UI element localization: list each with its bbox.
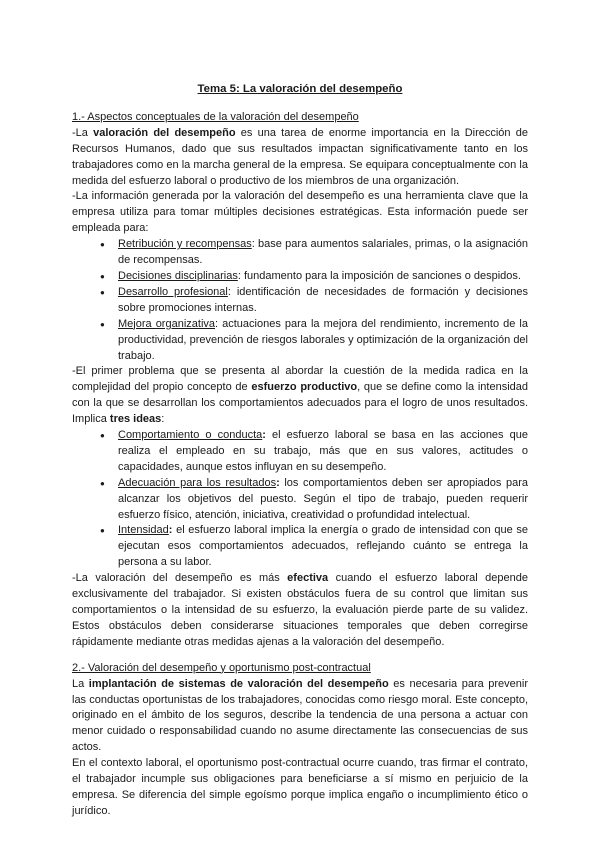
section-1-heading: 1.- Aspectos conceptuales de la valoración del desempeño — [72, 110, 359, 123]
list-item-term: Mejora organizativa — [118, 317, 216, 330]
list-item — [118, 317, 528, 365]
section-2-paragraph-2: En el contexto laboral, el oportunismo post-contractual ocurre cuando, tras firmar el contrato, el trabajador incumple sus obligaciones para beneficiarse a sí mismo en perjuicio de la empresa. Se diferencia del simple egoísmo porque implica engaño o incumplimiento ético o jurídico. — [72, 757, 528, 817]
text-run: : — [161, 413, 165, 426]
list-item-colon: : — [168, 524, 173, 537]
bold-term: valoración del desempeño — [93, 126, 236, 139]
list-item-colon: : — [276, 476, 280, 489]
list-item — [118, 237, 528, 269]
list-item-text: : fundamento para la imposición de sanciones o despidos. — [237, 269, 521, 282]
list-item-term: Adecuación para los resultados — [118, 476, 277, 489]
list-item-text: los comportamientos deben ser apropiados para alcanzar los objetivos del puesto. Según el tipo de trabajo, pueden requerir esfuerzo físico, atención, iniciativa, creatividad o profundidad intelectual. — [118, 476, 529, 521]
text-run: es una tarea de enorme importancia en la Dirección de Recursos Humanos, dado que sus resultados impactan significativamente tanto en los trabajadores como en la marcha general de la empresa. Se equipara conceptualmente con la medida del esfuerzo laboral o productivo de los miembros de una organización. — [72, 126, 528, 187]
section-2-paragraph-1 — [72, 677, 528, 757]
list-item — [118, 428, 528, 476]
list-item-text: el esfuerzo laboral implica la energía o grado de intensidad con que se ejecutan esos comportamientos adecuados, reflejando cuánto se entrega la persona a su labor. — [118, 524, 528, 569]
list-item-term: Decisiones disciplinarias — [118, 269, 238, 282]
list-item — [118, 285, 528, 317]
list-item-text: : base para aumentos salariales, primas, o la asignación de recompensas. — [118, 238, 528, 267]
text-run: -El primer problema que se presenta al abordar la cuestión de la medida radica en la complejidad del propio concepto de — [72, 365, 528, 394]
list-item-text: el esfuerzo laboral se basa en las acciones que realiza el empleado en su trabajo, más que en sus valores, actitudes o capacidades, aunque estos influyan en su desempeño. — [118, 429, 528, 473]
section-1-paragraph-1 — [72, 126, 528, 190]
list-item-text: : identificación de necesidades de formación y decisiones sobre promociones internas. — [118, 285, 528, 314]
list-item — [118, 476, 528, 524]
text-run: La — [72, 677, 89, 690]
section-2-heading: 2.- Valoración del desempeño y oportunismo post-contractual — [72, 661, 371, 674]
text-run: -La — [72, 126, 94, 139]
section-1-paragraph-2: -La información generada por la valoración del desempeño es una herramienta clave que la empresa utiliza para tomar múltiples decisiones estratégicas. Esta información puede ser empleada para: — [72, 190, 528, 235]
list-item-term: Intensidad — [118, 524, 169, 537]
list-item-term: Comportamiento o conducta — [118, 429, 263, 442]
bold-term: esfuerzo productivo — [251, 381, 358, 394]
text-run: -La valoración del desempeño es más — [72, 572, 288, 585]
bold-term: implantación de sistemas de valoración del desempeño — [88, 677, 389, 690]
list-item-term: Desarrollo profesional — [118, 285, 228, 298]
bold-term: efectiva — [287, 572, 329, 585]
section-1-paragraph-3 — [72, 364, 528, 428]
section-1-paragraph-4 — [72, 571, 528, 651]
list-item — [118, 269, 528, 285]
text-run: es necesaria para prevenir las conductas oportunistas de los trabajadores, conocidas como riesgo moral. Este concepto, originado en el ámbito de los seguros, describe la tendencia de una persona a actuar con menor cuidado o responsabilidad cuando no asume directamente las consecuencias de sus actos. — [72, 677, 529, 754]
list-item-term: Retribución y recompensas — [118, 238, 252, 251]
list-item-text: : actuaciones para la mejora del rendimiento, incremento de la productividad, prevención de riesgos laborales y optimización de la organización del trabajo. — [118, 317, 528, 362]
bold-term: tres ideas — [109, 413, 162, 426]
text-run: , que se define como la intensidad con la que se desarrollan los comportamientos adecuados para el logro de unos resultados. Implica — [72, 381, 528, 426]
list-item-colon: : — [262, 429, 266, 442]
uses-list — [72, 237, 528, 364]
page-title: Tema 5: La valoración del desempeño — [197, 83, 403, 95]
text-run: cuando el esfuerzo laboral depende exclusivamente del trabajador. Si existen obstáculos fuera de su control que limitan sus comportamientos o la intensidad de su esfuerzo, la evaluación pierde parte de su validez. Estos obstáculos deben considerarse situaciones temporales que deben corregirse rápidamente mediante otras medidas ajenas a la valoración del desempeño. — [72, 572, 528, 648]
ideas-list — [72, 428, 528, 571]
list-item — [118, 523, 528, 571]
section-spacer — [72, 651, 528, 661]
